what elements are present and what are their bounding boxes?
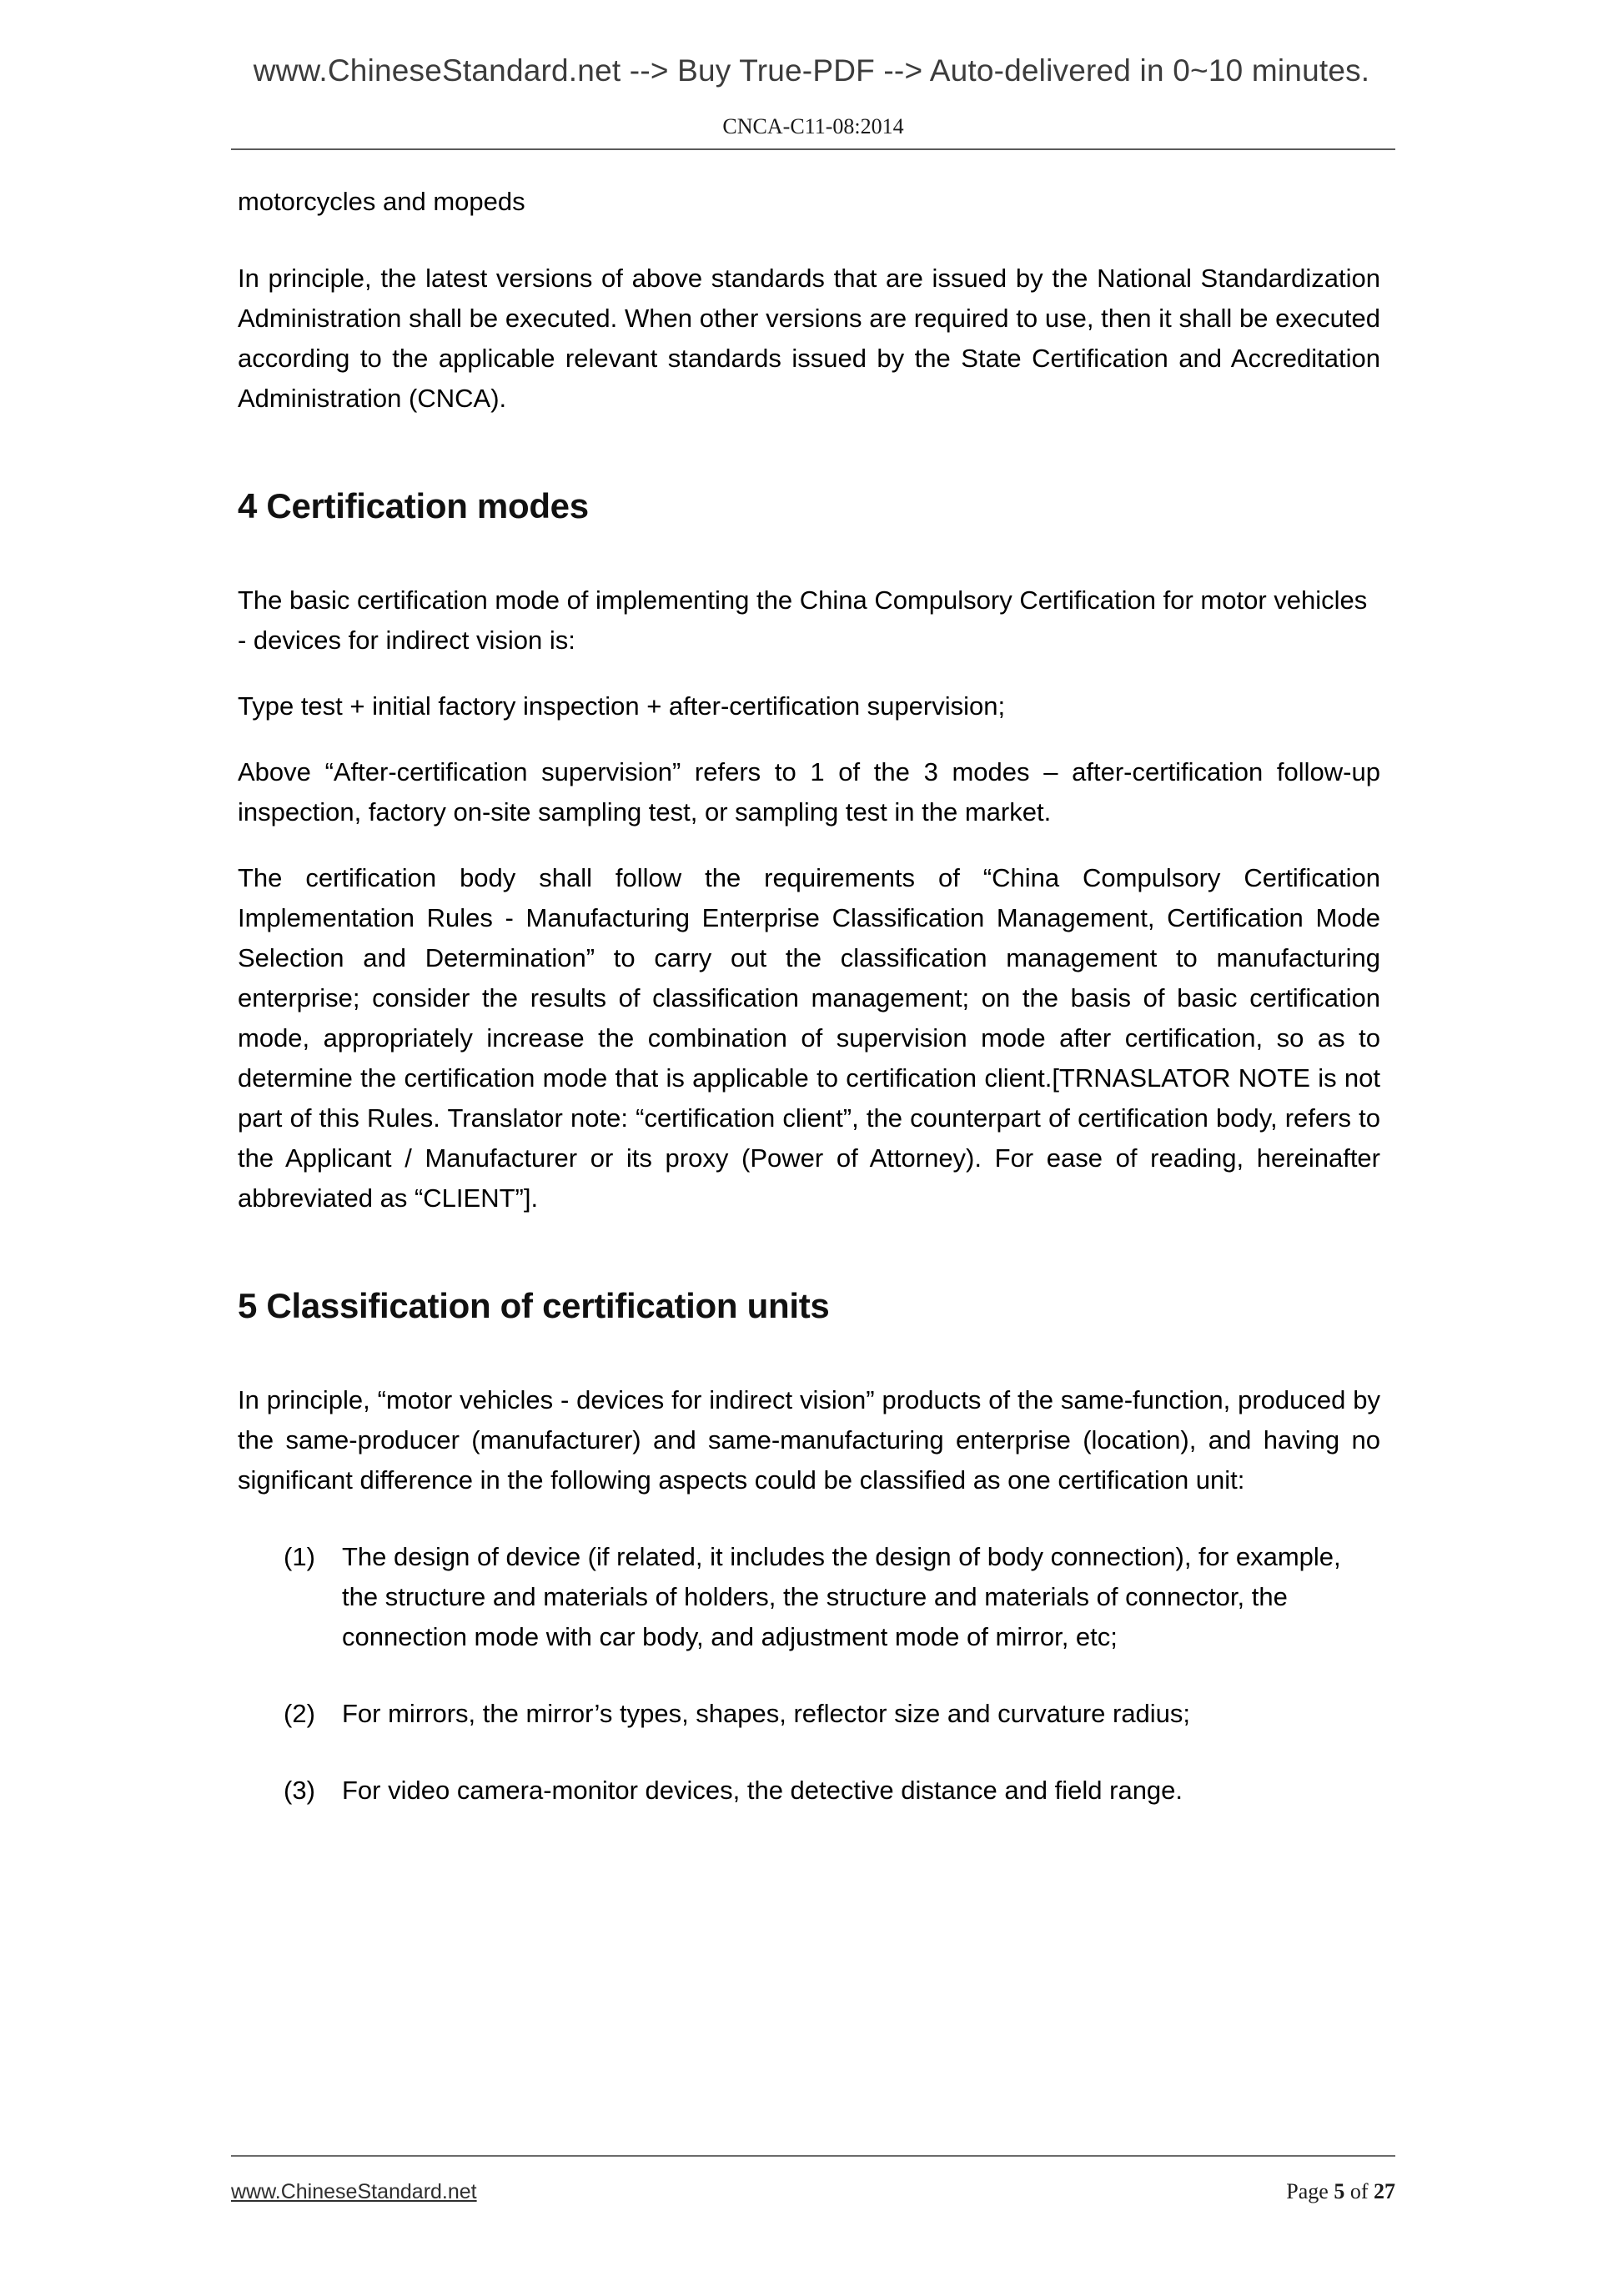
spacer xyxy=(238,529,1380,580)
paragraph-type-test: Type test + initial factory inspection + after-certification supervision; xyxy=(238,691,1006,721)
footer-row xyxy=(231,2178,1395,2205)
paragraph-principle-versions: In principle, the latest versions of above standards that are issued by the National Standardization Administration shall be executed. When other versions are required to use, then it shall be executed according to the applicable relevant standards issued by the State Certification and Accreditation Administration (CNCA). xyxy=(238,264,1380,413)
list-item-marker: (3) xyxy=(284,1776,315,1805)
spacer xyxy=(238,1329,1380,1380)
spacer xyxy=(238,726,1380,752)
footer-site-link[interactable]: www.ChineseStandard.net xyxy=(231,2180,477,2203)
standard-code: CNCA-C11-08:2014 xyxy=(722,114,904,138)
page-label-prefix: Page xyxy=(1286,2179,1334,2203)
paragraph-after-certification: Above “After-certification supervision” refers to 1 of the 3 modes – after-certification follow-up inspection, factory on-site sampling test, or sampling test in the market. xyxy=(238,757,1380,826)
header-divider xyxy=(231,148,1395,150)
running-header xyxy=(231,113,1395,150)
list-item xyxy=(238,1694,1380,1734)
spacer xyxy=(238,832,1380,858)
list-item-marker: (2) xyxy=(284,1699,315,1728)
page-footer xyxy=(231,2155,1395,2205)
list-item xyxy=(238,1537,1380,1657)
paragraph-certification-body: The certification body shall follow the requirements of “China Compulsory Certification Implementation Rules - Manufacturing Enterprise Classification Management, Certification Mode Selection and Determination” to carry out the classification management to manufacturing enterprise; consider the results of classification management; on the basis of basic certification mode, appropriately increase the combination of supervision mode after certification, so as to determine the certification mode that is applicable to certification client.[TRNASLATOR NOTE is not part of this Rules. Translator note: “certification client”, the counterpart of certification body, refers to the Applicant / Manufacturer or its proxy (Power of Attorney). For ease of reading, hereinafter abbreviated as “CLIENT”]. xyxy=(238,863,1380,1213)
promo-banner: www.ChineseStandard.net --> Buy True-PDF --> Auto-delivered in 0~10 minutes. xyxy=(253,53,1370,88)
paragraph-basic-mode: The basic certification mode of implementing the China Compulsory Certification for motor vehicles - devices for indirect vision is: xyxy=(238,585,1368,655)
paragraph-unit-principle: In principle, “motor vehicles - devices for indirect vision” products of the same-function, produced by the same-producer (manufacturer) and same-manufacturing enterprise (location), and having no significant difference in the following aspects could be classified as one certification unit: xyxy=(238,1385,1380,1495)
list-item-text: For mirrors, the mirror’s types, shapes, reflector size and curvature radius; xyxy=(342,1699,1191,1728)
spacer xyxy=(238,222,1380,259)
spacer xyxy=(238,1218,1380,1284)
heading-section-5: 5 Classification of certification units xyxy=(238,1286,830,1325)
page-current-number: 5 xyxy=(1334,2179,1345,2203)
page-number-indicator xyxy=(1286,2178,1395,2205)
spacer xyxy=(238,1500,1380,1537)
spacer xyxy=(238,661,1380,686)
spacer xyxy=(238,419,1380,484)
list-item-marker: (1) xyxy=(284,1542,315,1571)
footer-divider xyxy=(231,2155,1395,2157)
heading-section-4: 4 Certification modes xyxy=(238,486,589,525)
page-total-number: 27 xyxy=(1374,2179,1395,2203)
list-item-text: For video camera-monitor devices, the detective distance and field range. xyxy=(342,1776,1183,1805)
certification-unit-list xyxy=(238,1537,1380,1811)
document-content xyxy=(238,182,1380,1811)
list-item-text: The design of device (if related, it includes the design of body connection), for example, the structure and materials of holders, the structure and materials of connector, the connection mode with car body, and adjustment mode of mirror, etc; xyxy=(342,1542,1341,1651)
list-item xyxy=(238,1771,1380,1811)
paragraph-motorcycles: motorcycles and mopeds xyxy=(238,187,525,216)
page-label-middle: of xyxy=(1344,2179,1374,2203)
